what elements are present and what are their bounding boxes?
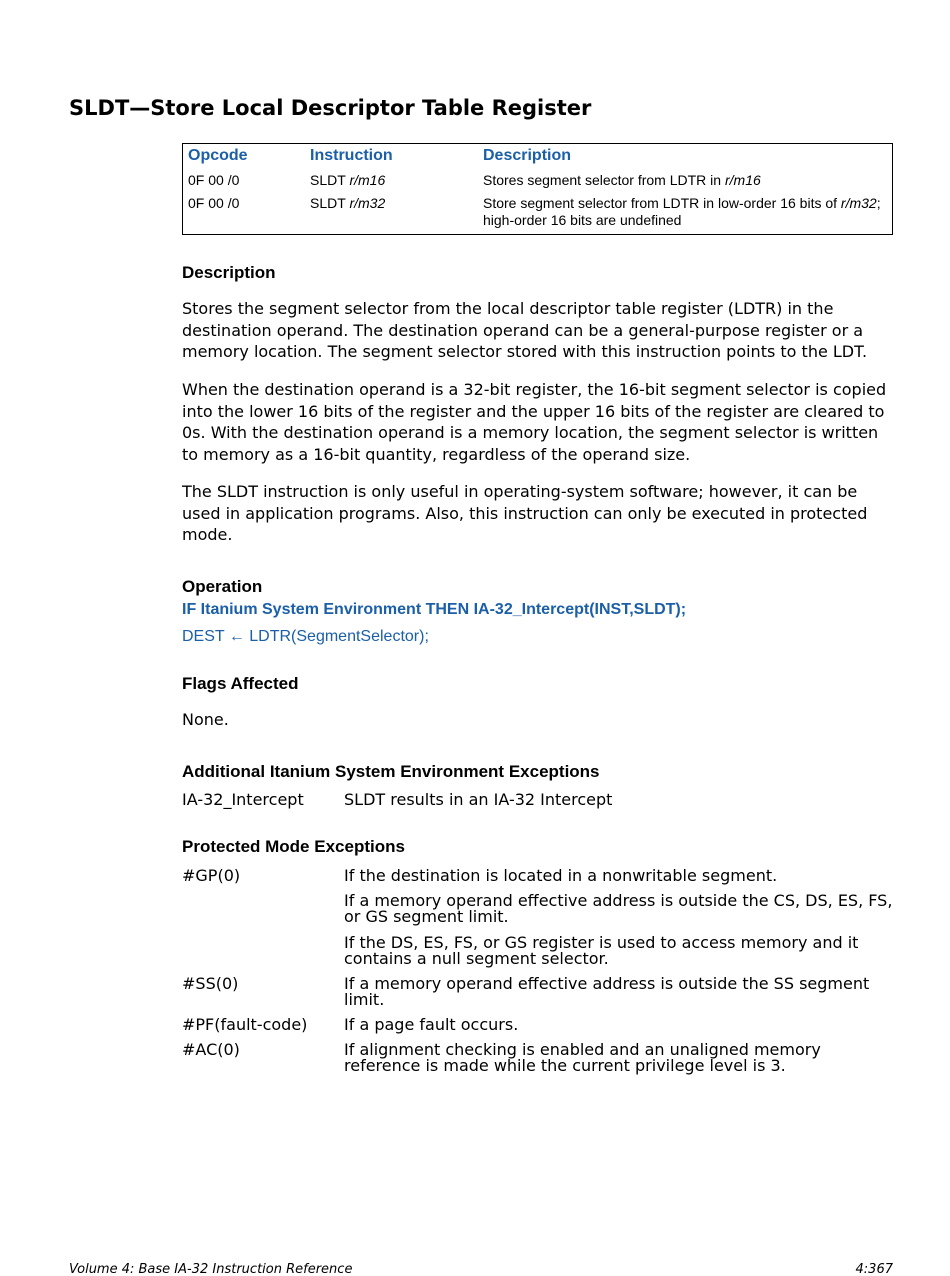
footer-page-number: 4:367: [855, 1262, 893, 1276]
footer-volume: Volume 4: Base IA-32 Instruction Reference: [69, 1262, 353, 1276]
cell-opcode: 0F 00 /0: [188, 172, 240, 188]
exception-text: SLDT results in an IA-32 Intercept: [344, 790, 613, 809]
description-paragraph: The SLDT instruction is only useful in operating-system software; however, it can be used in application programs. Also, this instruction can only be executed in protected mode.: [182, 482, 868, 544]
exception-label: IA-32_Intercept: [182, 790, 304, 809]
description-operand: r/m16: [724, 172, 761, 188]
exception-label: #SS(0): [182, 974, 239, 993]
instruction-operand: r/m16: [349, 172, 386, 188]
exception-label: #PF(fault-code): [182, 1015, 308, 1034]
protected-exceptions-heading: Protected Mode Exceptions: [182, 837, 405, 856]
description-heading: Description: [182, 263, 276, 282]
description-paragraph: Stores the segment selector from the local descriptor table register (LDTR) in the destination operand. The destination operand can be a general-purpose register or a memory location. The segment selector stored with this instruction points to the LDT.: [182, 299, 868, 361]
flags-heading: Flags Affected: [182, 674, 299, 693]
instruction-operand: r/m32: [349, 195, 386, 211]
description-text: Store segment selector from LDTR in low-order 16 bits of: [483, 195, 841, 211]
exception-text: If a page fault occurs.: [344, 1015, 519, 1034]
exception-text: If alignment checking is enabled and an unaligned memory reference is made while the current privilege level is 3.: [344, 1040, 821, 1075]
operation-line: DEST ← LDTR(SegmentSelector);: [182, 628, 429, 645]
operation-line: IF Itanium System Environment THEN IA-32_Intercept(INST,SLDT);: [182, 601, 687, 618]
exception-text: If the DS, ES, FS, or GS register is used to access memory and it contains a null segment selector.: [344, 933, 859, 968]
cell-instruction: [310, 195, 385, 212]
itanium-exceptions-heading: Additional Itanium System Environment Exceptions: [182, 762, 600, 781]
exception-label: #AC(0): [182, 1040, 240, 1059]
header-description: Description: [483, 147, 572, 164]
cell-description: [483, 172, 887, 189]
operation-heading: Operation: [182, 577, 263, 596]
page-title: SLDT—Store Local Descriptor Table Register: [69, 96, 592, 120]
description-operand: r/m32: [840, 195, 877, 211]
instruction-mnemonic: SLDT: [310, 172, 350, 188]
exception-label: #GP(0): [182, 866, 241, 885]
exception-text: If a memory operand effective address is outside the SS segment limit.: [344, 974, 870, 1009]
description-paragraph: When the destination operand is a 32-bit register, the 16-bit segment selector is copied into the lower 16 bits of the register and the upper 16 bits of the register are cleared to 0s. With the destination operand is a memory location, the segment selector is written to memory as a 16-bit quantity, regardless of the operand size.: [182, 380, 887, 464]
cell-opcode: 0F 00 /0: [188, 195, 240, 211]
exception-text: If the destination is located in a nonwritable segment.: [344, 866, 778, 885]
description-text: Stores segment selector from LDTR in: [483, 172, 725, 188]
cell-instruction: [310, 172, 385, 189]
cell-description: [483, 195, 889, 229]
exception-text: If a memory operand effective address is outside the CS, DS, ES, FS, or GS segment limit.: [344, 891, 893, 926]
flags-text: None.: [182, 710, 229, 729]
header-instruction: Instruction: [310, 147, 393, 164]
description-tail: ; high-order 16 bits are undefined: [483, 195, 881, 228]
opcode-table: [182, 143, 893, 235]
instruction-mnemonic: SLDT: [310, 195, 350, 211]
header-opcode: Opcode: [188, 147, 248, 164]
